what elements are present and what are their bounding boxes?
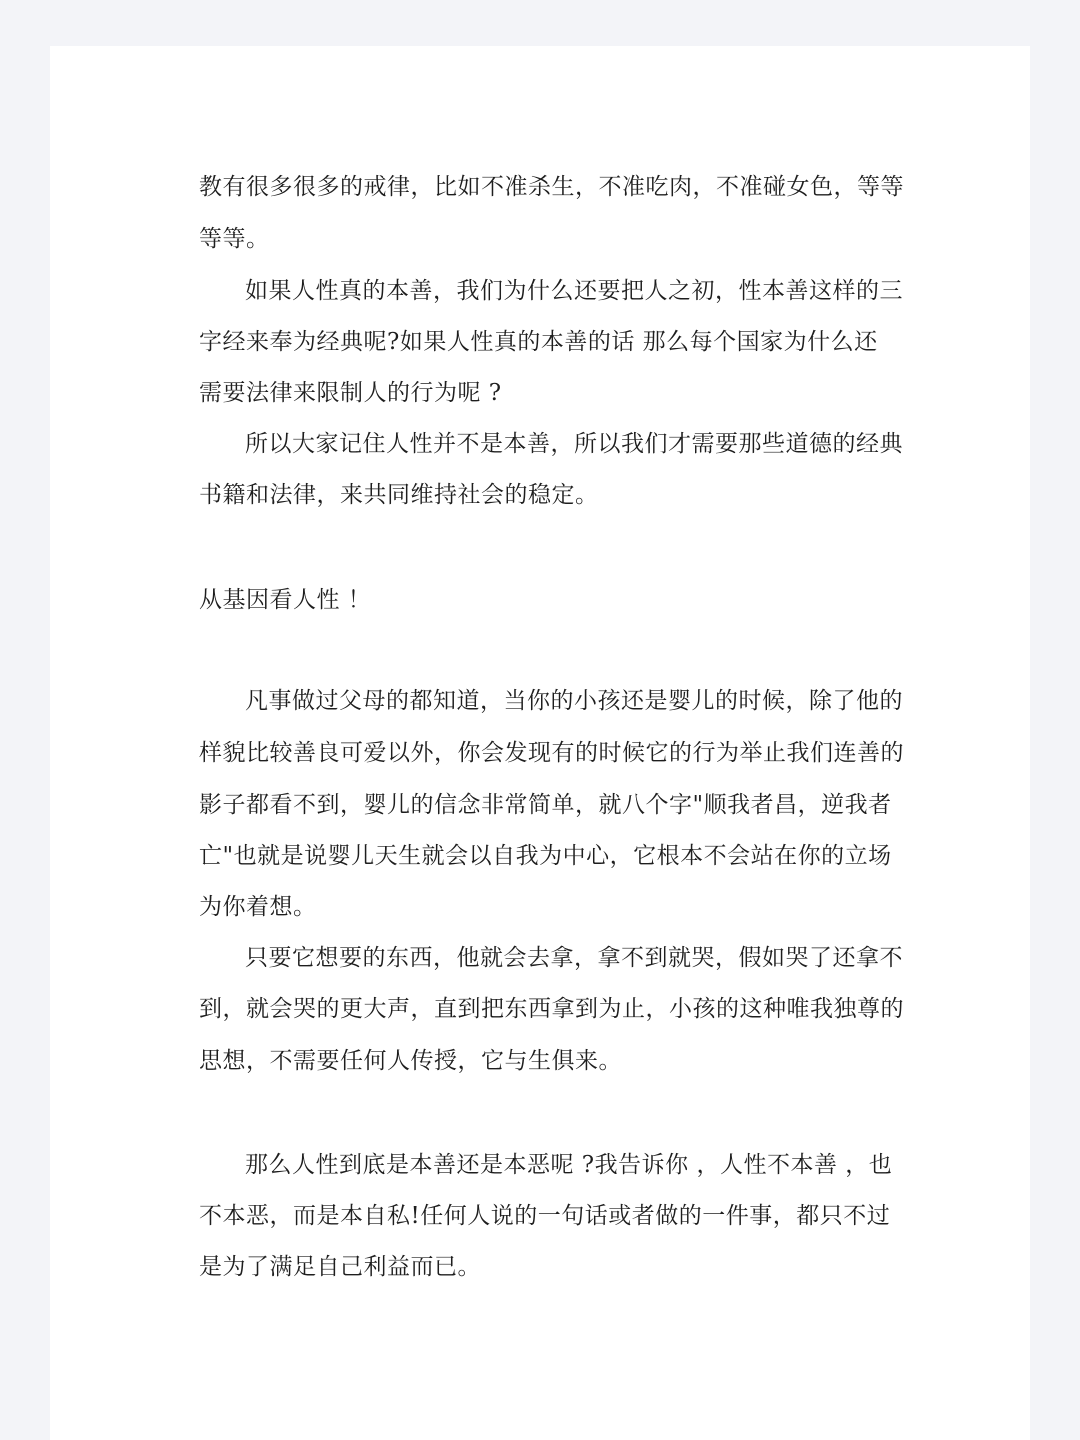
text-line: 如果人性真的本善，我们为什么还要把人之初，性本善这样的三 bbox=[245, 278, 903, 304]
text-line: 书籍和法律，来共同维持社会的稳定。 bbox=[199, 482, 599, 508]
text-line: 等等。 bbox=[199, 226, 270, 252]
text-line: 到，就会哭的更大声，直到把东西拿到为止，小孩的这种唯我独尊的 bbox=[199, 996, 904, 1022]
text-line: 教有很多很多的戒律，比如不准杀生，不准吃肉，不准碰女色，等等 bbox=[199, 174, 904, 200]
text-line: 字经来奉为经典呢?如果人性真的本善的话 那么每个国家为什么还 bbox=[199, 329, 878, 355]
text-line: 是为了满足自己利益而已。 bbox=[199, 1254, 481, 1280]
text-line: 不本恶，而是本自私!任何人说的一句话或者做的一件事，都只不过 bbox=[199, 1203, 891, 1229]
text-line: 需要法律来限制人的行为呢 ? bbox=[199, 380, 502, 406]
text-line: 只要它想要的东西，他就会去拿，拿不到就哭，假如哭了还拿不 bbox=[245, 945, 903, 971]
text-line: 影子都看不到，婴儿的信念非常简单，就八个字"顺我者昌，逆我者 bbox=[199, 792, 892, 818]
text-line: 那么人性到底是本善还是本恶呢 ?我告诉你 ，人性不本善 ，也 bbox=[245, 1152, 893, 1178]
text-line: 样貌比较善良可爱以外，你会发现有的时候它的行为举止我们连善的 bbox=[199, 740, 904, 766]
text-line: 思想，不需要任何人传授，它与生俱来。 bbox=[199, 1048, 622, 1074]
text-line: 凡事做过父母的都知道，当你的小孩还是婴儿的时候，除了他的 bbox=[245, 688, 903, 714]
section-heading: 从基因看人性 ！ bbox=[199, 587, 372, 613]
text-line: 所以大家记住人性并不是本善，所以我们才需要那些道德的经典 bbox=[245, 431, 903, 457]
text-line: 亡"也就是说婴儿天生就会以自我为中心，它根本不会站在你的立场 bbox=[199, 843, 892, 869]
text-line: 为你着想。 bbox=[199, 894, 317, 920]
